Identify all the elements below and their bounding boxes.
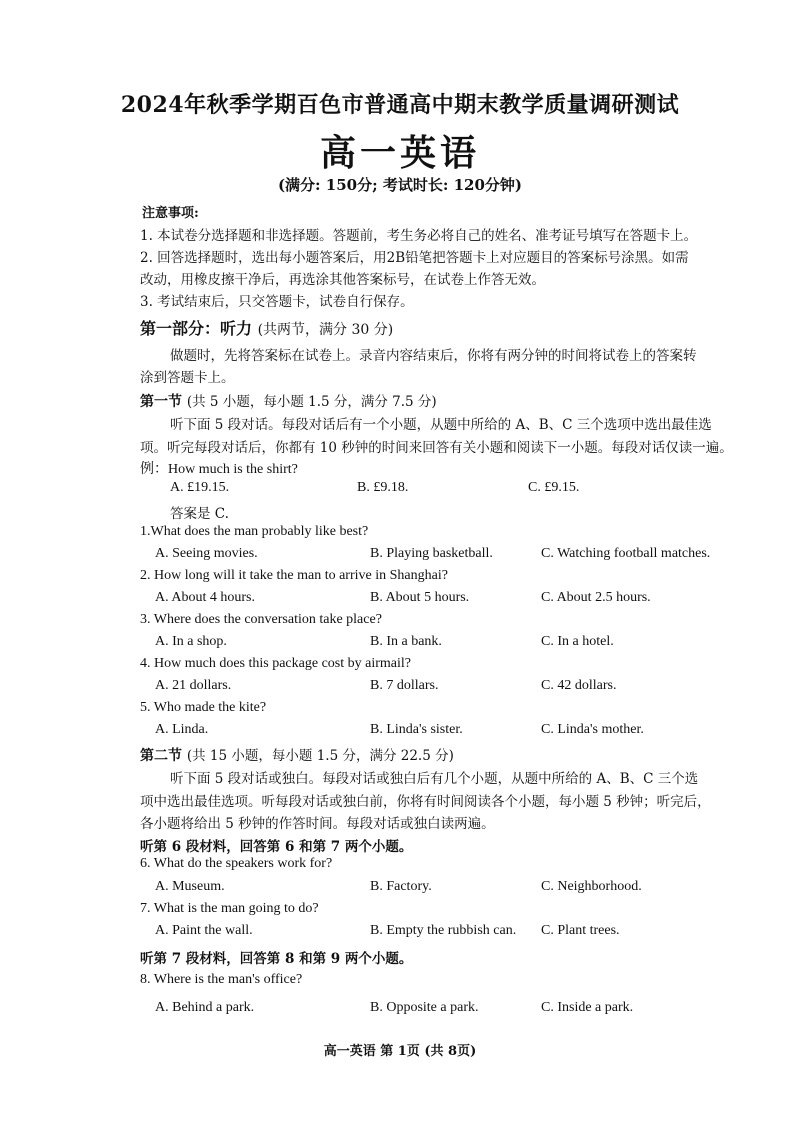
q6-option-a: A. Museum. <box>155 879 225 894</box>
part1-intro: 涂到答题卡上。 <box>140 370 235 386</box>
section2-title: 第二节 <box>140 748 182 764</box>
material-7-instruction: 听第 7 段材料，回答第 8 和第 9 两个小题。 <box>140 951 413 967</box>
q1-option-b: B. Playing basketball. <box>370 546 493 561</box>
q7-option-b: B. Empty the rubbish can. <box>370 923 517 938</box>
part1-title: 第一部分：听力 <box>140 319 253 338</box>
material-6-instruction: 听第 6 段材料，回答第 6 和第 7 两个小题。 <box>140 839 413 855</box>
q7-option-a: A. Paint the wall. <box>155 923 253 938</box>
notice-line: 改动，用橡皮擦干净后，再选涂其他答案标号，在试卷上作答无效。 <box>140 272 545 288</box>
q1-option-c: C. Watching football matches. <box>541 546 711 561</box>
notice-line: 2. 回答选择题时，选出每小题答案后，用2B铅笔把答题卡上对应题目的答案标号涂黑。如需 <box>140 250 689 266</box>
q3-option-a: A. In a shop. <box>155 634 227 649</box>
section2-intro: 项中选出最佳选项。听每段对话或独白前，你将有时间阅读各个小题，每小题 5 秒钟；听完后， <box>140 794 711 810</box>
q5-option-c: C. Linda's mother. <box>541 722 644 737</box>
q4-option-c: C. 42 dollars. <box>541 678 617 693</box>
q6-option-b: B. Factory. <box>370 879 432 894</box>
question-2: 2. How long will it take the man to arrive in Shanghai? <box>140 568 448 583</box>
notice-heading: 注意事项: <box>142 206 199 221</box>
q8-option-b: B. Opposite a park. <box>370 1000 479 1015</box>
question-4: 4. How much does this package cost by airmail? <box>140 656 411 671</box>
q5-option-b: B. Linda's sister. <box>370 722 463 737</box>
notice-line: 1. 本试卷分选择题和非选择题。答题前，考生务必将自己的姓名、准考证号填写在答题卡上。 <box>140 228 698 244</box>
section1-intro: 听下面 5 段对话。每段对话后有一个小题，从题中所给的 A、B、C 三个选项中选出最佳选 <box>170 417 712 433</box>
exam-title: 2024年秋季学期百色市普通高中期末教学质量调研测试 <box>120 92 680 118</box>
question-8: 8. Where is the man's office? <box>140 972 303 987</box>
q8-option-c: C. Inside a park. <box>541 1000 634 1015</box>
notice-line: 3. 考试结束后，只交答题卡，试卷自行保存。 <box>140 294 414 310</box>
example-option-a: A. £19.15. <box>170 480 230 495</box>
section1-intro: 项。听完每段对话后，你都有 10 秒钟的时间来回答有关小题和阅读下一小题。每段对话仅读一遍。 <box>140 440 733 456</box>
page-footer: 高一英语 第 1页 (共 8页) <box>323 1044 477 1059</box>
q2-option-c: C. About 2.5 hours. <box>541 590 651 605</box>
q6-option-c: C. Neighborhood. <box>541 879 642 894</box>
subject-title: 高一英语 <box>319 132 480 174</box>
example-question: 例：How much is the shirt? <box>140 462 298 477</box>
q7-option-c: C. Plant trees. <box>541 923 620 938</box>
q8-option-a: A. Behind a park. <box>155 1000 255 1015</box>
section1-title-sub: (共 5 小题，每小题 1.5 分，满分 7.5 分) <box>186 394 437 410</box>
q3-option-c: C. In a hotel. <box>541 634 614 649</box>
q4-option-b: B. 7 dollars. <box>370 678 439 693</box>
q3-option-b: B. In a bank. <box>370 634 442 649</box>
section2-intro: 听下面 5 段对话或独白。每段对话或独白后有几个小题，从题中所给的 A、B、C 三个选 <box>170 771 699 787</box>
section2-heading <box>140 744 454 765</box>
q4-option-a: A. 21 dollars. <box>155 678 232 693</box>
question-1: 1.What does the man probably like best? <box>140 524 369 539</box>
score-info: (满分: 150分; 考试时长: 120分钟) <box>277 176 523 194</box>
q2-option-a: A. About 4 hours. <box>155 590 255 605</box>
question-3: 3. Where does the conversation take place? <box>140 612 382 627</box>
q1-option-a: A. Seeing movies. <box>155 546 258 561</box>
question-5: 5. Who made the kite? <box>140 700 267 715</box>
example-option-c: C. £9.15. <box>528 480 580 495</box>
section2-intro: 各小题将给出 5 秒钟的作答时间。每段对话或独白读两遍。 <box>140 816 495 832</box>
question-6: 6. What do the speakers work for? <box>140 856 333 871</box>
section2-title-sub: (共 15 小题，每小题 1.5 分，满分 22.5 分) <box>186 748 454 764</box>
section1-heading <box>140 390 437 411</box>
q5-option-a: A. Linda. <box>155 722 209 737</box>
part1-heading <box>140 316 393 339</box>
example-answer: 答案是 C. <box>170 506 229 522</box>
q2-option-b: B. About 5 hours. <box>370 590 470 605</box>
part1-title-sub: (共两节，满分 30 分) <box>257 322 394 338</box>
example-option-b: B. £9.18. <box>357 480 409 495</box>
section1-title: 第一节 <box>140 394 182 410</box>
part1-intro: 做题时，先将答案标在试卷上。录音内容结束后，你将有两分钟的时间将试卷上的答案转 <box>170 348 697 364</box>
question-7: 7. What is the man going to do? <box>140 901 319 916</box>
